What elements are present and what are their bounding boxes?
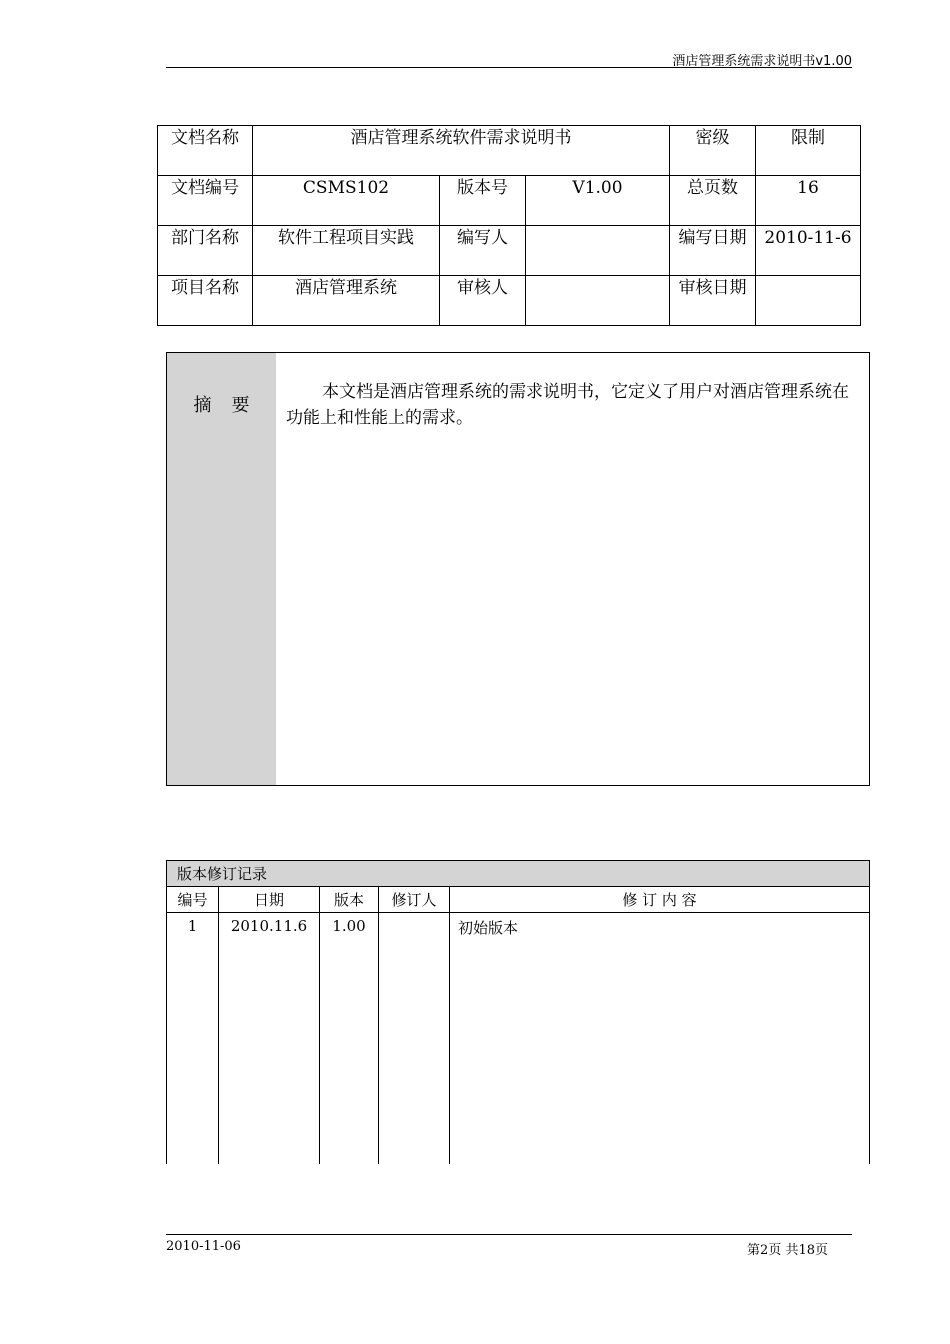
info-value-reviewer xyxy=(526,276,670,326)
info-row-project xyxy=(158,276,861,326)
info-label-security-level: 密级 xyxy=(670,126,756,176)
info-value-written-date: 2010-11-6 xyxy=(756,226,861,276)
info-label-department: 部门名称 xyxy=(158,226,253,276)
revision-cell-content: 初始版本 xyxy=(450,913,870,1165)
revision-header-content: 修 订 内 容 xyxy=(450,887,870,913)
document-info-table xyxy=(157,125,861,326)
info-label-written-date: 编写日期 xyxy=(670,226,756,276)
info-value-document-name: 酒店管理系统软件需求说明书 xyxy=(253,126,670,176)
revision-cell-version: 1.00 xyxy=(320,913,379,1165)
info-label-document-number: 文档编号 xyxy=(158,176,253,226)
info-value-project: 酒店管理系统 xyxy=(253,276,440,326)
info-value-document-number: CSMS102 xyxy=(253,176,440,226)
info-label-total-pages: 总页数 xyxy=(670,176,756,226)
info-value-security-level: 限制 xyxy=(756,126,861,176)
header-title: 酒店管理系统需求说明书v1.00 xyxy=(672,54,852,69)
info-label-review-date: 审核日期 xyxy=(670,276,756,326)
info-row-department xyxy=(158,226,861,276)
abstract-text: 本文档是酒店管理系统的需求说明书，它定义了用户对酒店管理系统在功能上和性能上的需求。 xyxy=(286,382,849,428)
revision-table-title-row xyxy=(167,861,870,887)
info-value-version: V1.00 xyxy=(526,176,670,226)
footer-rule xyxy=(166,1234,852,1235)
info-label-author: 编写人 xyxy=(440,226,526,276)
info-value-department: 软件工程项目实践 xyxy=(253,226,440,276)
revision-table-header-row xyxy=(167,887,870,913)
footer-page-info: 第2页 共18页 xyxy=(747,1243,828,1258)
revision-cell-number: 1 xyxy=(167,913,219,1165)
footer-date: 2010-11-06 xyxy=(166,1239,241,1254)
info-value-total-pages: 16 xyxy=(756,176,861,226)
info-label-document-name: 文档名称 xyxy=(158,126,253,176)
abstract-box xyxy=(166,352,870,786)
table-row xyxy=(167,913,870,1165)
revision-header-number: 编号 xyxy=(167,887,219,913)
info-label-reviewer: 审核人 xyxy=(440,276,526,326)
info-label-version: 版本号 xyxy=(440,176,526,226)
revision-header-reviser: 修订人 xyxy=(379,887,450,913)
info-value-author xyxy=(526,226,670,276)
revision-cell-date: 2010.11.6 xyxy=(219,913,320,1165)
info-label-project: 项目名称 xyxy=(158,276,253,326)
revision-cell-reviser xyxy=(379,913,450,1165)
abstract-label: 摘要 xyxy=(193,395,270,416)
revision-table xyxy=(166,860,870,1164)
abstract-label-cell xyxy=(167,353,276,785)
revision-header-version: 版本 xyxy=(320,887,379,913)
header-rule xyxy=(166,67,852,68)
info-row-document-name xyxy=(158,126,861,176)
info-value-review-date xyxy=(756,276,861,326)
revision-table-title: 版本修订记录 xyxy=(167,861,870,887)
info-row-document-number xyxy=(158,176,861,226)
revision-header-date: 日期 xyxy=(219,887,320,913)
